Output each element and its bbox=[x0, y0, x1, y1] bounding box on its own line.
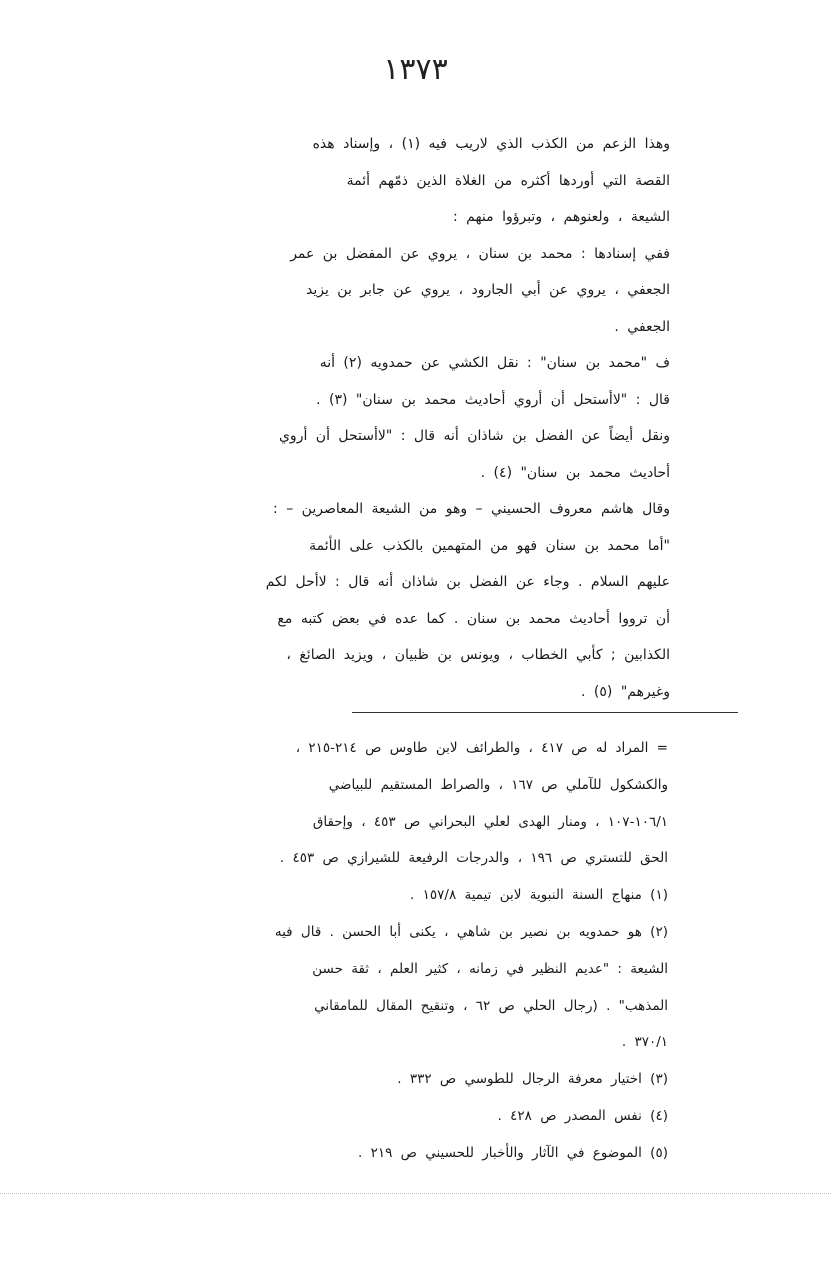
footnote-line: والكشكول للآملي ص ١٦٧ ، والصراط المستقيم للبياضي bbox=[328, 776, 668, 793]
footnotes bbox=[150, 730, 668, 1172]
text-line: "أما محمد بن سنان فهو من المتهمين بالكذب على الأئمة bbox=[309, 537, 670, 554]
text-line: ونقل أيضاً عن الفضل بن شاذان أنه قال : "لاأستحل أن أروي bbox=[278, 428, 670, 444]
footnote-line: (٢) هو حمدويه بن نصير بن شاهي ، يكنى أبا الحسن . قال فيه bbox=[274, 923, 668, 940]
text-line: الجعفي . bbox=[614, 318, 670, 335]
text-line: عليهم السلام . وجاء عن الفضل بن شاذان أنه قال : لاأحل لكم bbox=[265, 574, 670, 590]
scan-edge-line bbox=[0, 1193, 831, 1194]
footnote-divider bbox=[352, 712, 738, 713]
text-line: وقال هاشم معروف الحسيني – وهو من الشيعة المعاصرين – : bbox=[273, 501, 670, 517]
text-line: أن ترووا أحاديث محمد بن سنان . كما عده في بعض كتبه مع bbox=[277, 610, 670, 627]
footnote-line: (١) منهاج السنة النبوية لابن تيمية ١٥٧/٨ . bbox=[410, 887, 668, 904]
text-line: القصة التي أوردها أكثره من الغلاة الذين ذمّهم أئمة bbox=[346, 172, 670, 189]
text-line: وغيرهم" (٥) . bbox=[581, 683, 670, 700]
footnote-line: (٥) الموضوع في الآثار والأخبار للحسيني ص ٢١٩ . bbox=[357, 1144, 668, 1161]
footnote-line: = المراد له ص ٤١٧ ، والطرائف لابن طاوس ص ٢١٤-٢١٥ ، bbox=[295, 740, 668, 756]
text-line: الكذابين ; كأبي الخطاب ، ويونس بن ظبيان ، ويزيد الصائغ ، bbox=[286, 647, 670, 663]
footnote-line: الشيعة : "عديم النظير في زمانه ، كثير العلم ، ثقة حسن bbox=[312, 960, 668, 977]
text-line: الشيعة ، ولعنوهم ، وتبرؤوا منهم : bbox=[452, 209, 670, 225]
footnote-line: (٤) نفس المصدر ص ٤٢٨ . bbox=[497, 1107, 668, 1124]
footnote-line: (٣) اختيار معرفة الرجال للطوسي ص ٣٣٢ . bbox=[397, 1071, 668, 1088]
footnote-line: المذهب" . (رجال الحلي ص ٦٢ ، وتنقيح المقال للمامقاني bbox=[314, 997, 668, 1014]
text-line: قال : "لاأستحل أن أروي أحاديث محمد بن سنان" (٣) . bbox=[316, 391, 670, 408]
text-line: وهذا الزعم من الكذب الذي لاريب فيه (١) ، وإسناد هذه bbox=[312, 136, 670, 152]
footnote-line: ١٠٦/١-١٠٧ ، ومنار الهدى لعلي البحراني ص ٤٥٣ ، وإحقاق bbox=[312, 813, 668, 830]
text-line: الجعفي ، يروي عن أبي الجارود ، يروي عن جابر بن يزيد bbox=[305, 282, 670, 298]
text-line: ف "محمد بن سنان" : نقل الكشي عن حمدويه (٢) أنه bbox=[319, 355, 670, 371]
text-line: ففي إسنادها : محمد بن سنان ، يروي عن المفضل بن عمر bbox=[290, 245, 670, 262]
footnote-line: ٣٧٠/١ . bbox=[621, 1034, 668, 1051]
page-number: ١٣٧٣ bbox=[383, 52, 448, 87]
main-text bbox=[158, 126, 670, 710]
footnote-line: الحق للتستري ص ١٩٦ ، والدرجات الرفيعة للشيرازي ص ٤٥٣ . bbox=[279, 850, 668, 867]
text-line: أحاديث محمد بن سنان" (٤) . bbox=[480, 464, 670, 481]
